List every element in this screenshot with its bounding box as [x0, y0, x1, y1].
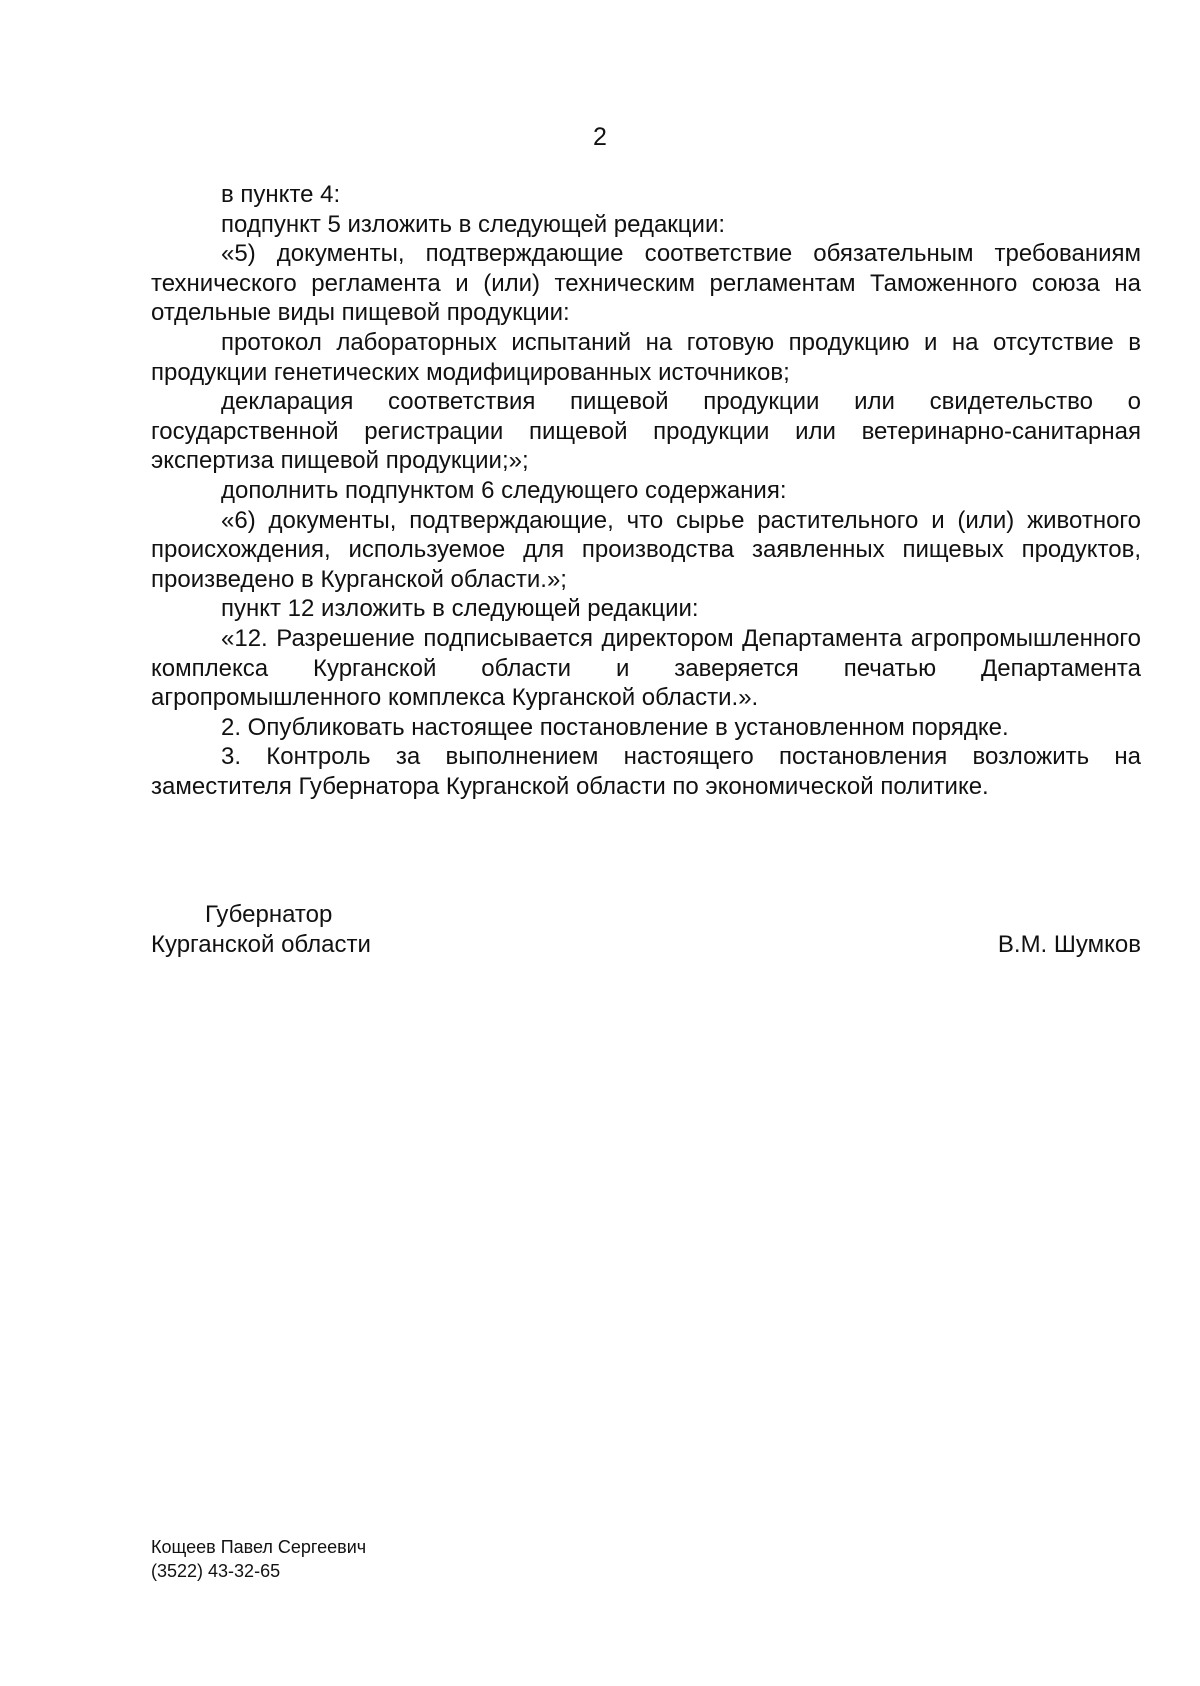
paragraph: пункт 12 изложить в следующей редакции: [221, 595, 699, 623]
paragraph: декларация соответствия пищевой продукции или свидетельство о государственной регистрации пищевой продукции или ветеринарно-санитарная экспертиза пищевой продукции;»; [151, 388, 1141, 475]
paragraph: 3. Контроль за выполнением настоящего постановления возложить на заместителя Губернатора Курганской области по экономической политике. [151, 743, 1141, 800]
paragraph: в пункте 4: [221, 181, 341, 208]
executor-phone: (3522) 43-32-65 [151, 1561, 281, 1581]
paragraph: подпункт 5 изложить в следующей редакции: [221, 210, 726, 238]
paragraph: дополнить подпунктом 6 следующего содержания: [221, 476, 787, 504]
paragraph: «5) документы, подтверждающие соответствие обязательным требованиям технического регламента и (или) техническим регламентам Таможенного союза на отдельные виды пищевой продукции: [151, 240, 1141, 327]
executor-block [151, 1535, 366, 1583]
paragraph: протокол лабораторных испытаний на готовую продукцию и на отсутствие в продукции генетических модифицированных источников; [151, 328, 1141, 386]
paragraph: 2. Опубликовать настоящее постановление в установленном порядке. [221, 713, 1009, 741]
paragraph: «6) документы, подтверждающие, что сырье растительного и (или) животного происхождения, используемое для производства заявленных пищевых продуктов, произведено в Курганской области.»; [151, 506, 1141, 593]
executor-name: Кощеев Павел Сергеевич [151, 1537, 367, 1557]
paragraph: «12. Разрешение подписывается директором Департамента агропромышленного комплекса Курганской области и заверяется печатью Департамента агропромышленного комплекса Курганской области.». [151, 624, 1141, 712]
page-number: 2 [593, 123, 607, 151]
document-body [151, 180, 1141, 801]
signature-title-line1: Губернатор [205, 901, 333, 928]
signature-title-line2: Курганской области [151, 931, 371, 958]
signatory-name: В.М. Шумков [997, 931, 1141, 958]
